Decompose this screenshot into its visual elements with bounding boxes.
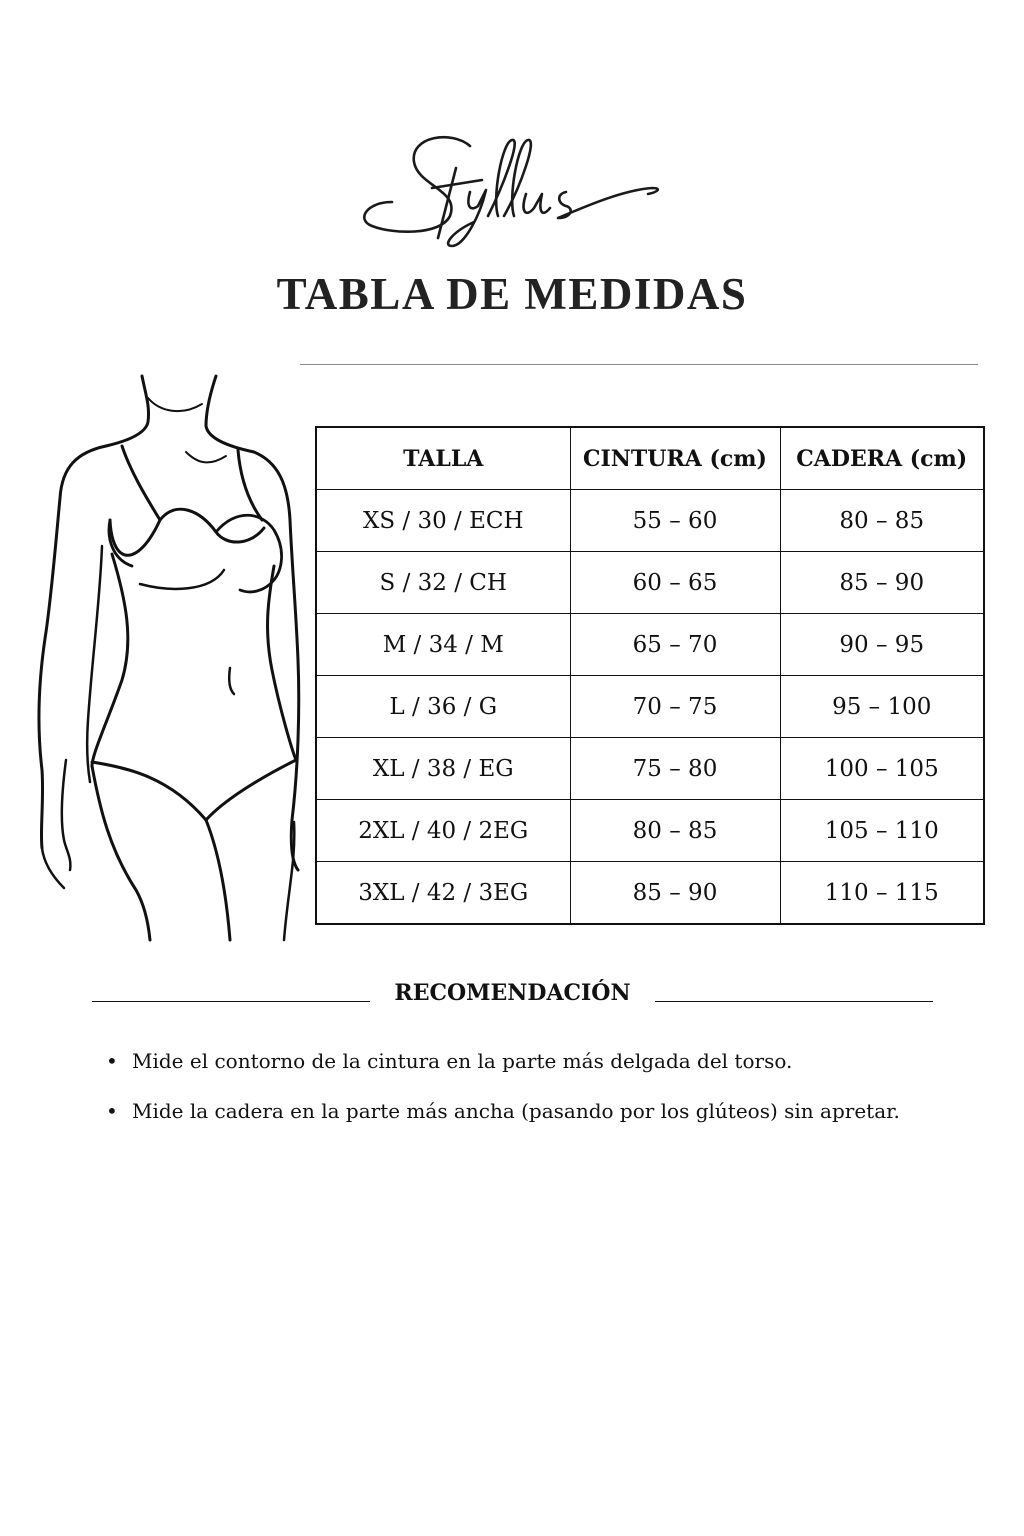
cell-cintura: 75 – 80 [570,738,780,800]
recommendation-list [106,1042,1006,1142]
column-header-cintura: CINTURA (cm) [570,427,780,490]
cell-cadera: 105 – 110 [780,800,984,862]
column-header-cadera: CADERA (cm) [780,427,984,490]
cell-cintura: 80 – 85 [570,800,780,862]
cell-talla: S / 32 / CH [316,552,570,614]
column-header-talla: TALLA [316,427,570,490]
cell-cintura: 60 – 65 [570,552,780,614]
recommendation-text: Mide la cadera en la parte más ancha (pasando por los glúteos) sin apretar. [132,1099,900,1123]
cell-cadera: 95 – 100 [780,676,984,738]
cell-talla: L / 36 / G [316,676,570,738]
table-row [316,552,984,614]
cell-cadera: 85 – 90 [780,552,984,614]
list-item [106,1042,1006,1092]
cell-talla: XL / 38 / EG [316,738,570,800]
cell-cadera: 100 – 105 [780,738,984,800]
cell-talla: M / 34 / M [316,614,570,676]
cell-cadera: 90 – 95 [780,614,984,676]
table-row [316,490,984,552]
cell-cadera: 110 – 115 [780,862,984,925]
cell-talla: 3XL / 42 / 3EG [316,862,570,925]
size-table [315,426,985,925]
cell-talla: 2XL / 40 / 2EG [316,800,570,862]
recommendation-header [92,980,933,1014]
recommendation-title: RECOMENDACIÓN [394,980,631,1006]
cell-talla: XS / 30 / ECH [316,490,570,552]
recommendation-text: Mide el contorno de la cintura en la parte más delgada del torso. [132,1049,793,1073]
recommendation-divider-left [92,1001,370,1002]
page-title: TABLA DE MEDIDAS [276,269,748,319]
table-row [316,676,984,738]
cell-cintura: 70 – 75 [570,676,780,738]
cell-cadera: 80 – 85 [780,490,984,552]
table-header-row [316,427,984,490]
table-row [316,862,984,925]
bullet-icon: • [106,1049,118,1073]
recommendation-divider-right [655,1001,933,1002]
table-row [316,738,984,800]
table-row [316,614,984,676]
bullet-icon: • [106,1099,118,1123]
bodysuit-figure-icon [30,370,315,945]
list-item [106,1092,1006,1142]
cell-cintura: 55 – 60 [570,490,780,552]
brand-logo [352,128,672,258]
cell-cintura: 65 – 70 [570,614,780,676]
cell-cintura: 85 – 90 [570,862,780,925]
title-divider [300,364,978,365]
table-row [316,800,984,862]
